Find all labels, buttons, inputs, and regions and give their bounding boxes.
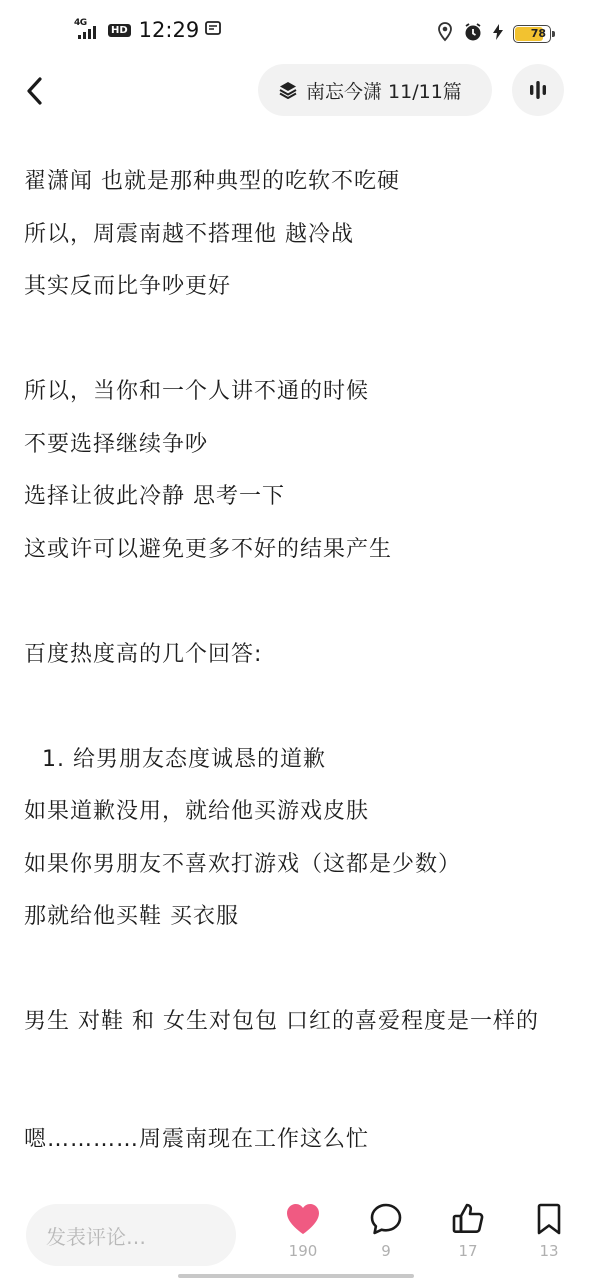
audio-bars-icon (527, 79, 549, 101)
body-line: 所以，当你和一个人讲不通的时候 (24, 379, 370, 404)
body-line: 如果你男朋友不喜欢打游戏（这都是少数） (24, 851, 462, 877)
body-blank-line (24, 584, 569, 637)
bottom-action-bar (0, 1196, 591, 1280)
body-line: 所以，周震南越不搭理他 越冷战 (24, 221, 354, 247)
collection-label: 南忘今潇 11/11篇 (306, 80, 462, 103)
bookmark-button[interactable] (519, 1202, 579, 1260)
chevron-left-icon (25, 76, 45, 106)
comment-count: 9 (381, 1242, 391, 1260)
battery-icon (513, 25, 551, 43)
body-line: 不要选择继续争吵 (24, 431, 209, 457)
clock-time: 12:29 (138, 18, 200, 42)
heart-icon (285, 1202, 321, 1236)
body-blank-line (24, 689, 569, 742)
thumbs-up-icon (451, 1202, 485, 1236)
layers-icon (278, 80, 298, 100)
body-line: 男生 对鞋 和 女生对包包 口红的喜爱程度是一样的 (24, 1009, 539, 1034)
body-line: 其实反而比争吵更好 (24, 274, 232, 299)
top-nav (0, 62, 591, 120)
body-line: 翟潇闻 也就是那种典型的吃软不吃硬 (24, 169, 400, 194)
body-line: 这或许可以避免更多不好的结果产生 (24, 536, 393, 562)
bookmark-icon (534, 1202, 564, 1236)
body-blank-line (24, 1092, 569, 1122)
thumbs-up-count: 17 (458, 1242, 478, 1260)
body-line: 嗯…………周震南现在工作这么忙 (24, 1127, 370, 1152)
comment-button[interactable] (356, 1202, 416, 1260)
body-list-item: 1. 给男朋友态度诚恳的道歉 (42, 746, 326, 772)
body-blank-line (24, 322, 569, 375)
location-icon (437, 22, 453, 46)
note-body (24, 164, 569, 1175)
home-indicator[interactable] (178, 1274, 414, 1278)
network-type: 4G (74, 18, 87, 28)
charging-icon (493, 24, 503, 44)
body-line: 选择让彼此冷静 思考一下 (24, 484, 285, 509)
signal-icon (74, 18, 102, 42)
comment-icon (369, 1202, 403, 1236)
like-button[interactable] (273, 1202, 333, 1260)
status-bar-left (74, 18, 221, 42)
notification-icon (205, 20, 221, 40)
hd-icon: HD (108, 24, 131, 37)
body-line: 百度热度高的几个回答: (24, 641, 263, 667)
alarm-icon (463, 22, 483, 46)
back-button[interactable] (18, 70, 52, 112)
body-line: 如果道歉没用，就给他买游戏皮肤 (24, 799, 370, 824)
status-bar (0, 0, 591, 64)
status-bar-right (437, 22, 551, 46)
like-count: 190 (288, 1242, 318, 1260)
audio-play-button[interactable] (512, 64, 564, 116)
thumbs-up-button[interactable] (438, 1202, 498, 1260)
comment-input[interactable]: 发表评论… (26, 1204, 236, 1266)
bookmark-count: 13 (539, 1242, 559, 1260)
body-blank-line (24, 952, 569, 1005)
body-line: 那就给他买鞋 买衣服 (24, 904, 239, 929)
battery-level: 78 (530, 27, 546, 40)
collection-button[interactable] (258, 64, 492, 116)
